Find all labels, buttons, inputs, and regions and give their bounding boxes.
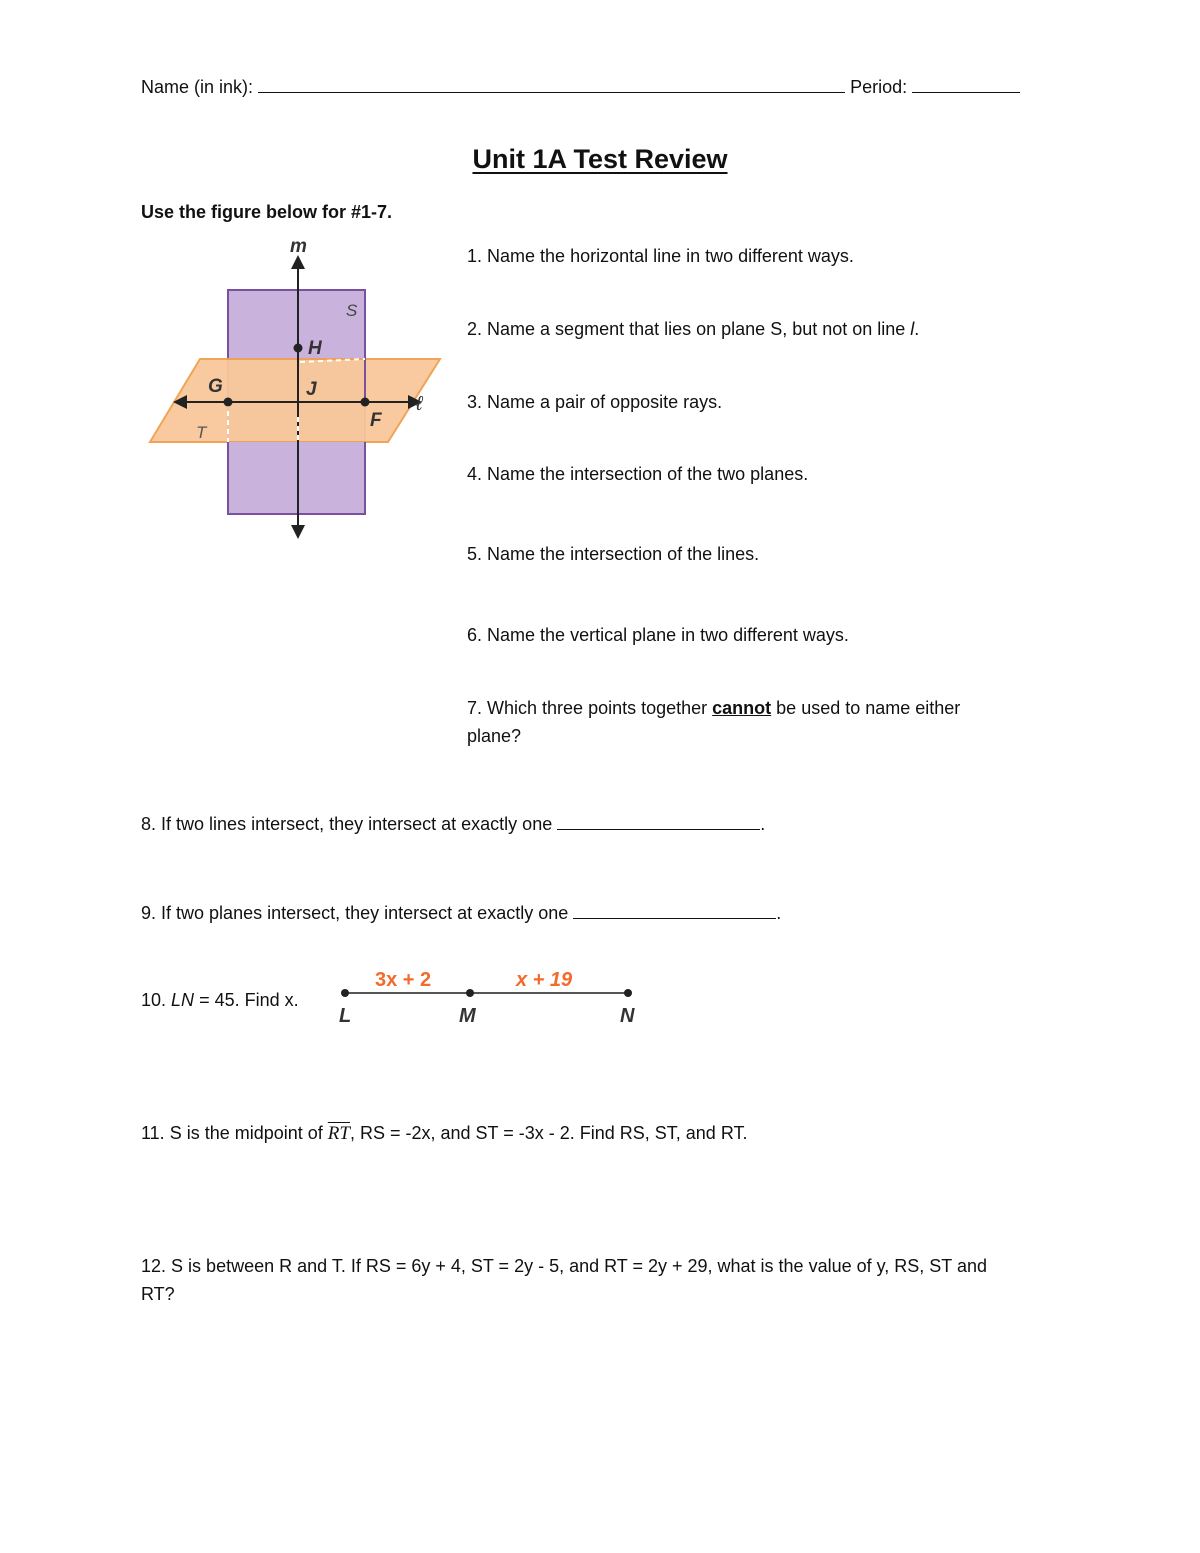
- point-f: [361, 398, 370, 407]
- question-12: 12. S is between R and T. If RS = 6y + 4, ST = 2y - 5, and RT = 2y + 29, what is the value of y, RS, ST and RT?: [141, 1256, 987, 1304]
- point-h: [294, 344, 303, 353]
- label-g: G: [208, 376, 223, 397]
- name-blank[interactable]: [258, 74, 845, 93]
- question-10: 10. LN = 45. Find x.: [141, 990, 299, 1010]
- question-6: 6. Name the vertical plane in two different ways.: [467, 625, 849, 645]
- period-label: Period:: [850, 77, 908, 97]
- segment-rt: $\overline{RT}$: [327, 1123, 350, 1144]
- question-4: 4. Name the intersection of the two planes.: [467, 464, 809, 484]
- label-point-n: N: [620, 1005, 635, 1027]
- instruction: Use the figure below for #1-7.: [141, 202, 393, 222]
- point-l: [341, 989, 349, 997]
- label-s: S: [346, 301, 358, 320]
- question-3: 3. Name a pair of opposite rays.: [467, 392, 723, 412]
- name-label: Name (in ink):: [141, 77, 254, 97]
- question-2: 2. Name a segment that lies on plane S, but not on line l.: [467, 319, 920, 339]
- answer-blank-8[interactable]: [557, 811, 760, 830]
- emphasis-cannot: cannot: [712, 698, 772, 718]
- question-8: 8. If two lines intersect, they intersect at exactly one .: [141, 810, 765, 838]
- question-11: 11. S is the midpoint of $\overline{RT}$, RS = -2x, and ST = -3x - 2. Find RS, ST, and RT.: [141, 1123, 748, 1144]
- point-g: [224, 398, 233, 407]
- label-lm: 3x + 2: [375, 969, 432, 991]
- question-5: 5. Name the intersection of the lines.: [467, 544, 760, 564]
- label-f: F: [370, 410, 382, 431]
- point-n: [624, 989, 632, 997]
- label-mn: x + 19: [516, 969, 573, 991]
- label-point-m: M: [459, 1005, 476, 1027]
- label-t: T: [196, 423, 207, 442]
- point-m: [466, 989, 474, 997]
- label-j: J: [306, 379, 317, 400]
- period-blank[interactable]: [912, 74, 1020, 93]
- question-7: 7. Which three points together cannot be used to name either plane?: [467, 698, 961, 746]
- label-m: m: [290, 236, 307, 257]
- segment-figure: [330, 962, 650, 1032]
- planes-figure: [140, 232, 450, 557]
- question-9: 9. If two planes intersect, they intersect at exactly one .: [141, 899, 781, 927]
- question-1: 1. Name the horizontal line in two different ways.: [467, 246, 854, 266]
- label-l: ℓ: [416, 393, 423, 415]
- label-point-l: L: [339, 1005, 352, 1027]
- answer-blank-9[interactable]: [573, 900, 776, 919]
- label-h: H: [308, 338, 322, 359]
- name-row: [141, 74, 1020, 98]
- page-title: Unit 1A Test Review: [472, 144, 728, 174]
